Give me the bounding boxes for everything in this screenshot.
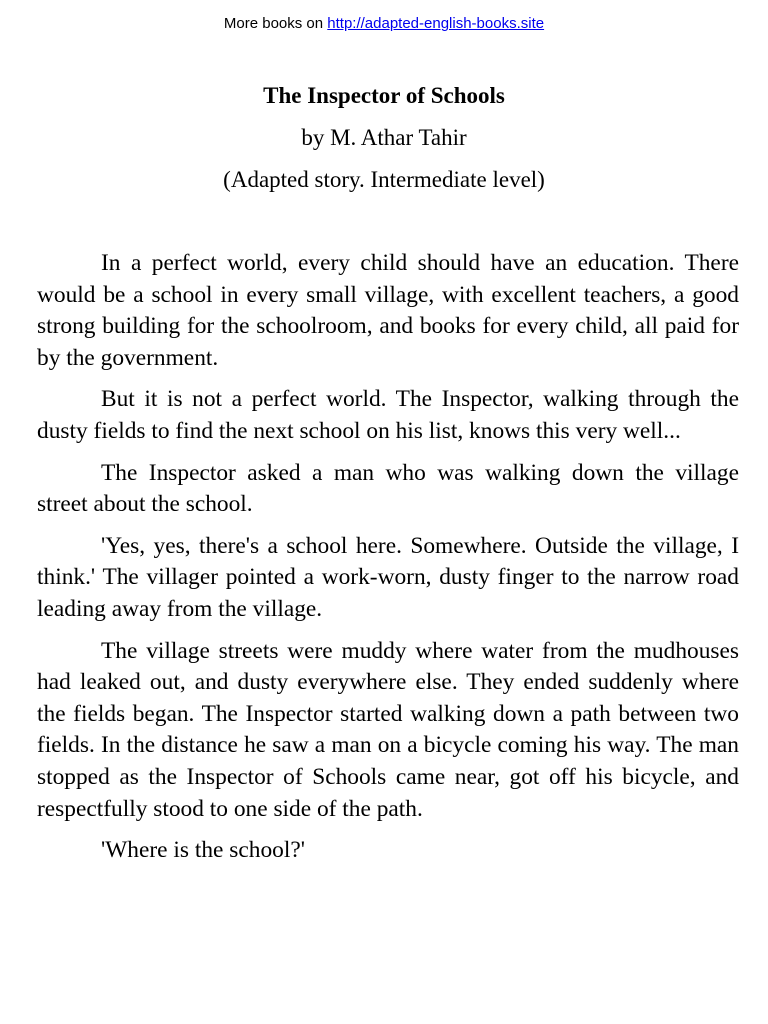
header-line [0,13,768,35]
story-level-note: (Adapted story. Intermediate level) [223,167,545,192]
title-block [0,80,768,196]
paragraph: 'Yes, yes, there's a school here. Somewhere. Outside the village, I think.' The villager pointed a work-worn, dusty finger to the narrow road leading away from the village. [37,532,739,622]
paragraph: But it is not a perfect world. The Inspector, walking through the dusty fields to find the next school on his list, knows this very well... [37,386,739,444]
header-prefix: More books on [223,15,328,32]
story-author: by M. Athar Tahir [301,125,467,150]
website-link[interactable]: http://adapted-english-books.site [327,15,545,32]
paragraph: The Inspector asked a man who was walking down the village street about the school. [37,459,739,518]
paragraph: 'Where is the school?' [101,837,305,864]
story-body [37,248,739,877]
story-title: The Inspector of Schools [263,83,505,108]
paragraph: The village streets were muddy where water from the mudhouses had leaked out, and dusty everywhere else. They ended suddenly where the fields began. The Inspector started walking down a path between two fields. In the distance he saw a man on a bicycle coming his way. The man stopped as the Inspector of Schools came near, got off his bicycle, and respectfully stood to one side of the path. [37,637,739,822]
paragraph: In a perfect world, every child should have an education. There would be a school in every small village, with excellent teachers, a good strong building for the schoolroom, and books for every child, all paid for by the government. [37,250,739,371]
